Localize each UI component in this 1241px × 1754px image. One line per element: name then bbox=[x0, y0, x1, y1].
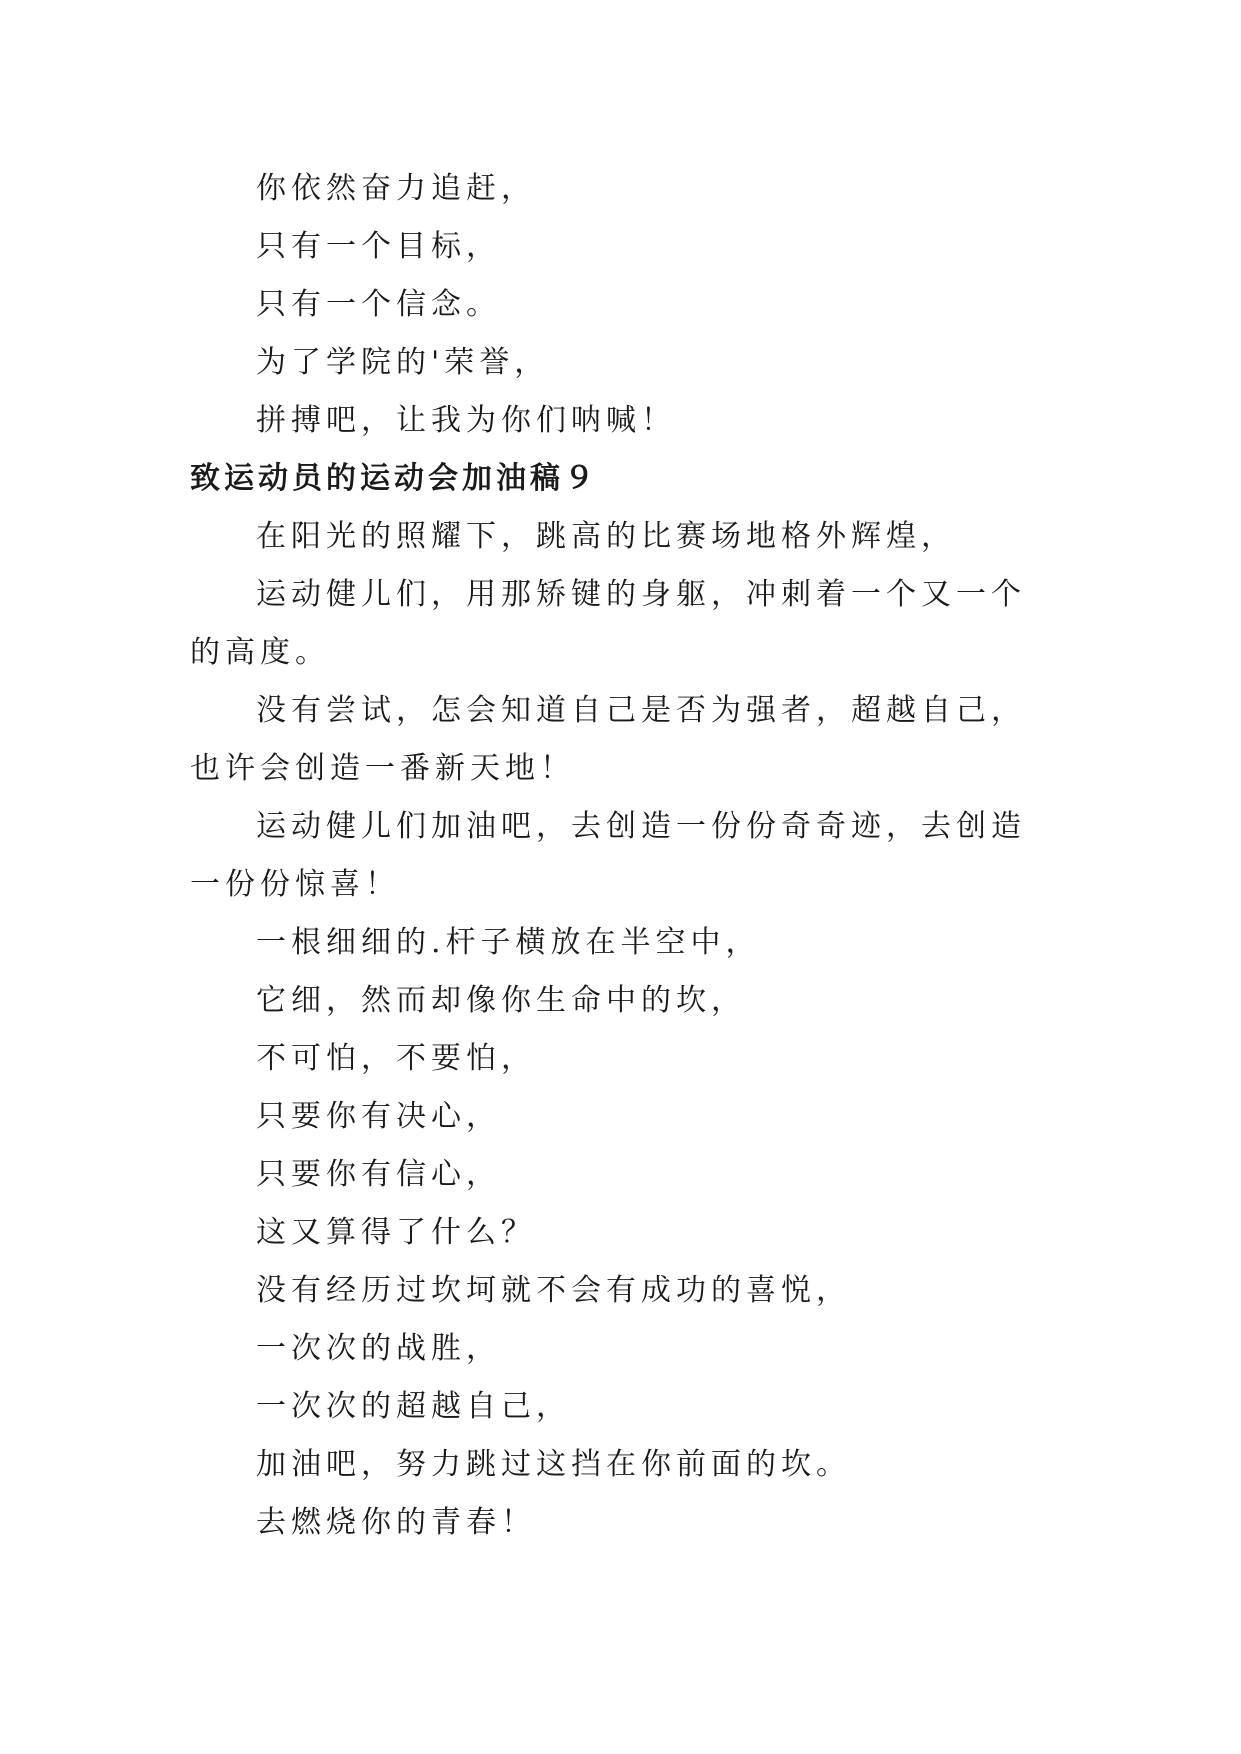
poem-line: 拼搏吧，让我为你们呐喊！ bbox=[256, 403, 676, 438]
poem-line: 只要你有信心， bbox=[256, 1157, 501, 1192]
paragraph: 没有尝试，怎会知道自己是否为强者，超越自己，也许会创造一番新天地！ bbox=[190, 693, 1026, 786]
paragraph: 运动健儿们加油吧，去创造一份份奇奇迹，去创造一份份惊喜！ bbox=[190, 809, 1026, 902]
poem-line: 只有一个信念。 bbox=[256, 287, 501, 322]
document-page bbox=[190, 160, 1050, 1552]
poem-line: 一根细细的.杆子横放在半空中， bbox=[256, 925, 761, 960]
poem-line: 只有一个目标， bbox=[256, 229, 501, 264]
poem-line: 这又算得了什么？ bbox=[256, 1215, 536, 1250]
poem-line: 加油吧，努力跳过这挡在你前面的坎。 bbox=[256, 1447, 851, 1482]
poem-line: 它细，然而却像你生命中的坎， bbox=[256, 983, 746, 1018]
intro-line: 在阳光的照耀下，跳高的比赛场地格外辉煌， bbox=[256, 519, 956, 554]
paragraph: 运动健儿们，用那矫键的身躯，冲刺着一个又一个的高度。 bbox=[190, 577, 1026, 670]
poem-line: 不可怕，不要怕， bbox=[256, 1041, 536, 1076]
poem-line: 去燃烧你的青春！ bbox=[256, 1505, 536, 1540]
poem-line: 一次次的战胜， bbox=[256, 1331, 501, 1366]
poem-line: 只要你有决心， bbox=[256, 1099, 501, 1134]
poem-line: 为了学院的'荣誉， bbox=[256, 345, 550, 380]
section-heading: 致运动员的运动会加油稿９ bbox=[190, 461, 598, 496]
poem-line: 一次次的超越自己， bbox=[256, 1389, 571, 1424]
poem-line: 没有经历过坎坷就不会有成功的喜悦， bbox=[256, 1273, 851, 1308]
poem-line: 你依然奋力追赶， bbox=[256, 171, 536, 206]
